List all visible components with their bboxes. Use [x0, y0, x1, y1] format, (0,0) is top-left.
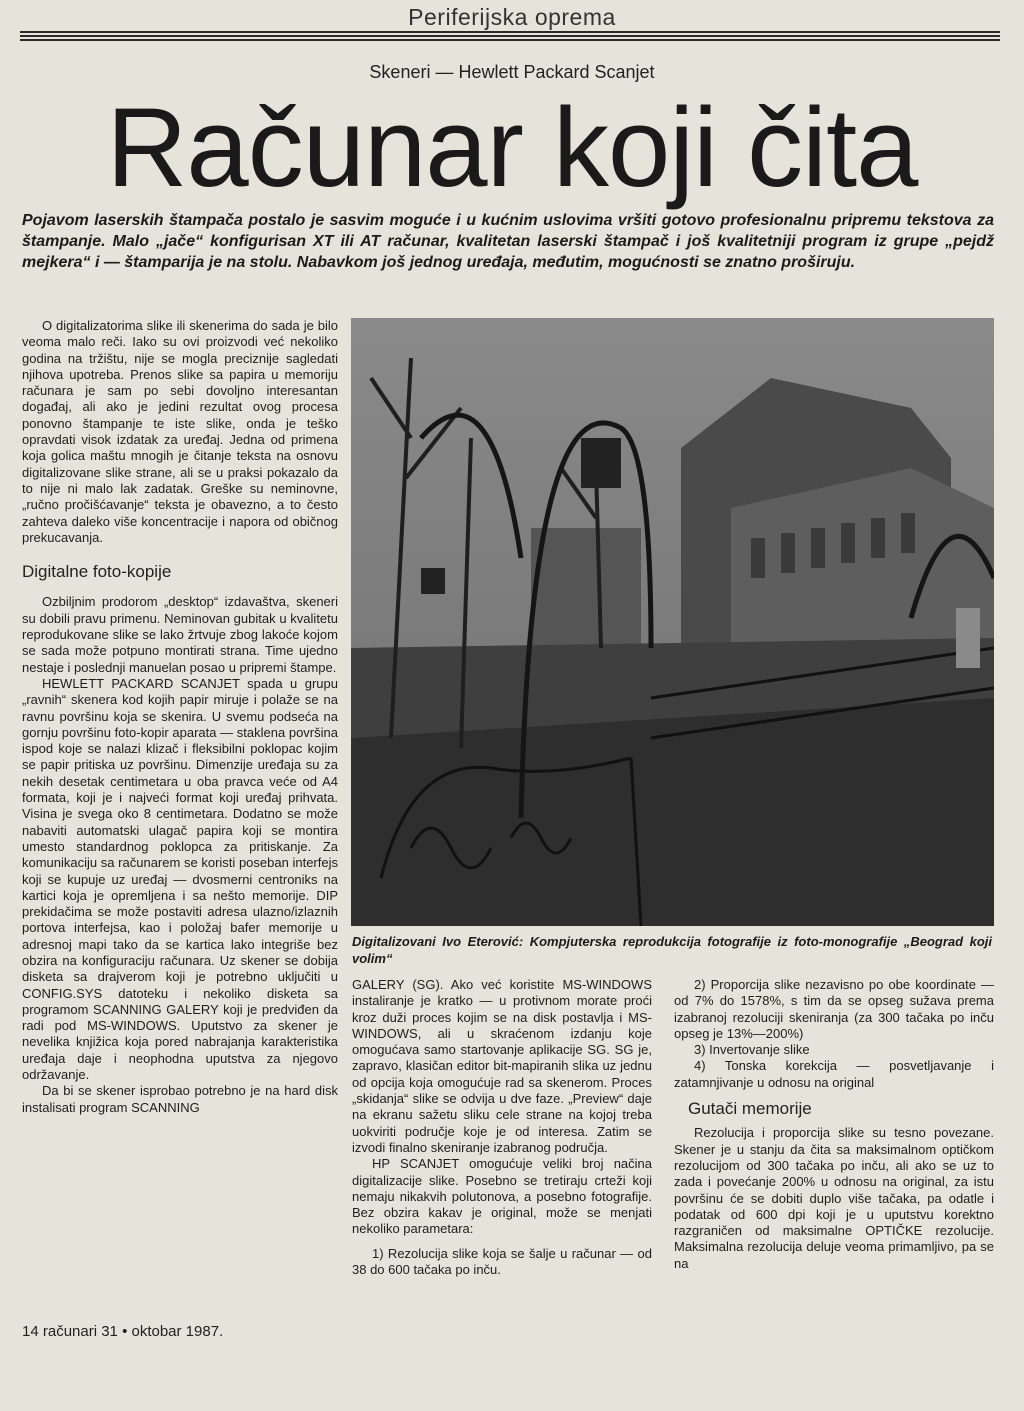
article-kicker: Skeneri — Hewlett Packard Scanjet — [369, 62, 655, 82]
street-scene-image — [351, 318, 994, 926]
article-title: Računar koji čita — [106, 85, 918, 210]
photo-caption: Digitalizovani Ivo Eterović: Kompjuterska reprodukcija fotografije iz foto-monografije „Beograd koji volim“ — [352, 934, 992, 966]
header-rule — [20, 39, 1000, 41]
header-rules — [20, 31, 1000, 43]
paragraph: Ozbiljnim prodorom „desktop“ izdavaštva, skeneri su dobili pravu primenu. Neminovan gubitak u kvalitetu reprodukovane slike se lako žrtvuje zbog lakoće kojom se sada može potpuno montirati strana. Time ujedno nestaje i poslednji manuelan posao u pripremi štampe. — [22, 594, 338, 675]
list-item: 4) Tonska korekcija — posvetljavanje i zatamnjivanje u odnosu na original — [674, 1058, 994, 1090]
article-lede: Pojavom laserskih štampača postalo je sasvim moguće i u kućnim uslovima vršiti gotovo profesionalnu pripremu tekstova za štampanje. Malo „jače“ konfigurisan XT ili AT računar, kvalitetan laserski štampač i još kvalitetniji program iz grupe „pejdž mejkera“ i — štamparija je na stolu. Nabavkom još jednog uređaja, međutim, mogućnosti se znatno proširuju. — [22, 212, 994, 271]
list-item: 3) Invertovanje slike — [694, 1042, 810, 1058]
header-rule — [20, 31, 1000, 33]
subheading: Digitalne foto-kopije — [22, 562, 172, 582]
text-column-1 — [22, 318, 338, 1116]
header-rule — [20, 35, 1000, 37]
page-footer: 14 računari 31 • oktobar 1987. — [22, 1323, 224, 1340]
subheading: Gutači memorije — [688, 1099, 812, 1119]
paragraph: HP SCANJET omogućuje veliki broj načina digitalizacije slike. Posebno se tretiraju crteži koji nemaju nikakvih polutonova, a posebno fotografije. Bez obzira kakav je original, može se menjati nekoliko parametara: — [352, 1156, 652, 1237]
section-header: Periferijska oprema — [408, 4, 616, 30]
list-item: 2) Proporcija slike nezavisno po obe koordinate — od 7% do 1578%, s tim da se opseg sužava prema izabranoj rezoluciji skeniranja (za 300 tačaka po inču opseg je 13%—200%) — [674, 977, 994, 1041]
paragraph: Da bi se skener isprobao potrebno je na hard disk instalisati program SCANNING — [22, 1083, 338, 1115]
paragraph: O digitalizatorima slike ili skenerima do sada je bilo veoma malo reči. Iako su ovi proizvodi već nekoliko godina na tržištu, nije se mogla preciznije sagledati njihova upotreba. Prenos slike sa papira u memoriju računara je sam po sebi dovoljno interesantan događaj, ali ako je jedini rezultat ovog procesa ponovno štampanje te iste slike, onda je teško opravdati visok izdatak za uređaj. Jedna od primena koja golica maštu mnogih je čitanje teksta na osnovu digitalizovane slike strane, ali se u praksi pokazalo da to nije ni malo lak zadatak. Greške su neminovne, „ručno pročišćavanje“ teksta je obavezno, a to često zahteva daleko više koncentracije i napora od običnog prekucavanja. — [22, 318, 338, 545]
paragraph: HEWLETT PACKARD SCANJET spada u grupu „ravnih“ skenera kod kojih papir miruje i polaže se na ravnu površinu koja se skenira. U svemu podseća na gornju površinu foto-kopir aparata — staklena površina ispod koje se nalazi klizač i fleksibilni poklopac kojim se papir pritiska uz površinu. Dimenzije uređaja su za nekih desetak centimetara u oba pravca veće od A4 formata, koji je i najveći format koji uređaj prihvata. Visina je svega oko 8 centimetara. Dodatno se može nabaviti automatski ulagač papira koji se montira umesto standardnog poklopca za pritiskanje. Za komunikaciju sa računarem se koristi poseban interfejs koji se kupuje uz uređaj — dvosmerni centroniks na kartici koja je opremljena i sa nešto memorije. DIP prekidačima se može postaviti adresa ulazno/izlaznih portova interfejsa, kao i položaj bafer memorije u adresnoj mapi tako da se kartica lako integriše bez obzira na konfiguraciju računara. Uz skener se dobija disketa sa drajverom koji je potrebno uključiti u CONFIG.SYS datoteku i nekoliko disketa sa programom SCANNING GALERY koji je predviđen da radi pod MS-WINDOWS. Uputstvo za skener je nevelika knjižica koja pored nabrajanja karakteristika uređaja daje i neophodna uputstva za njegovo održavanje. — [22, 675, 338, 1083]
paragraph: GALERY (SG). Ako već koristite MS-WINDOWS instaliranje je kratko — u protivnom morate proći kroz duži proces kojim se na disk postavlja i MS-WINDOWS, ali u skraćenom izdanju koje omogućava samo startovanje aplikacije SG. SG je, zapravo, klasičan editor bit-mapiranih slika uz jednu od opcija koja omogućuje rad sa skenerom. Proces „skidanja“ slike se odvija u dve faze. „Preview“ daje na ekranu sažetu sliku cele strane na kojoj treba uokviriti područje koje je od interesa. Zatim se izvodi finalno skeniranje izabranog područja. — [352, 977, 652, 1155]
text-column-3 — [674, 977, 994, 1272]
digitized-photo — [351, 318, 994, 926]
paragraph: Rezolucija i proporcija slike su tesno povezane. Skener je u stanju da čita sa maksimalnom optičkom rezolucijom od 300 tačaka po inču, ali ako se uz to zada i povećanje 200% u odnosu na original, za istu površinu će se dobiti duplo više tačaka, pa odatle i podatak od 600 dpi koji je u uputstvu korektno razgraničen od maksimalne OPTIČKE rezolucije. Maksimalna rezolucija deluje veoma primamljivo, pa se na — [674, 1125, 994, 1271]
list-item: 1) Rezolucija slike koja se šalje u računar — od 38 do 600 tačaka po inču. — [352, 1245, 652, 1278]
text-column-2 — [352, 977, 652, 1278]
